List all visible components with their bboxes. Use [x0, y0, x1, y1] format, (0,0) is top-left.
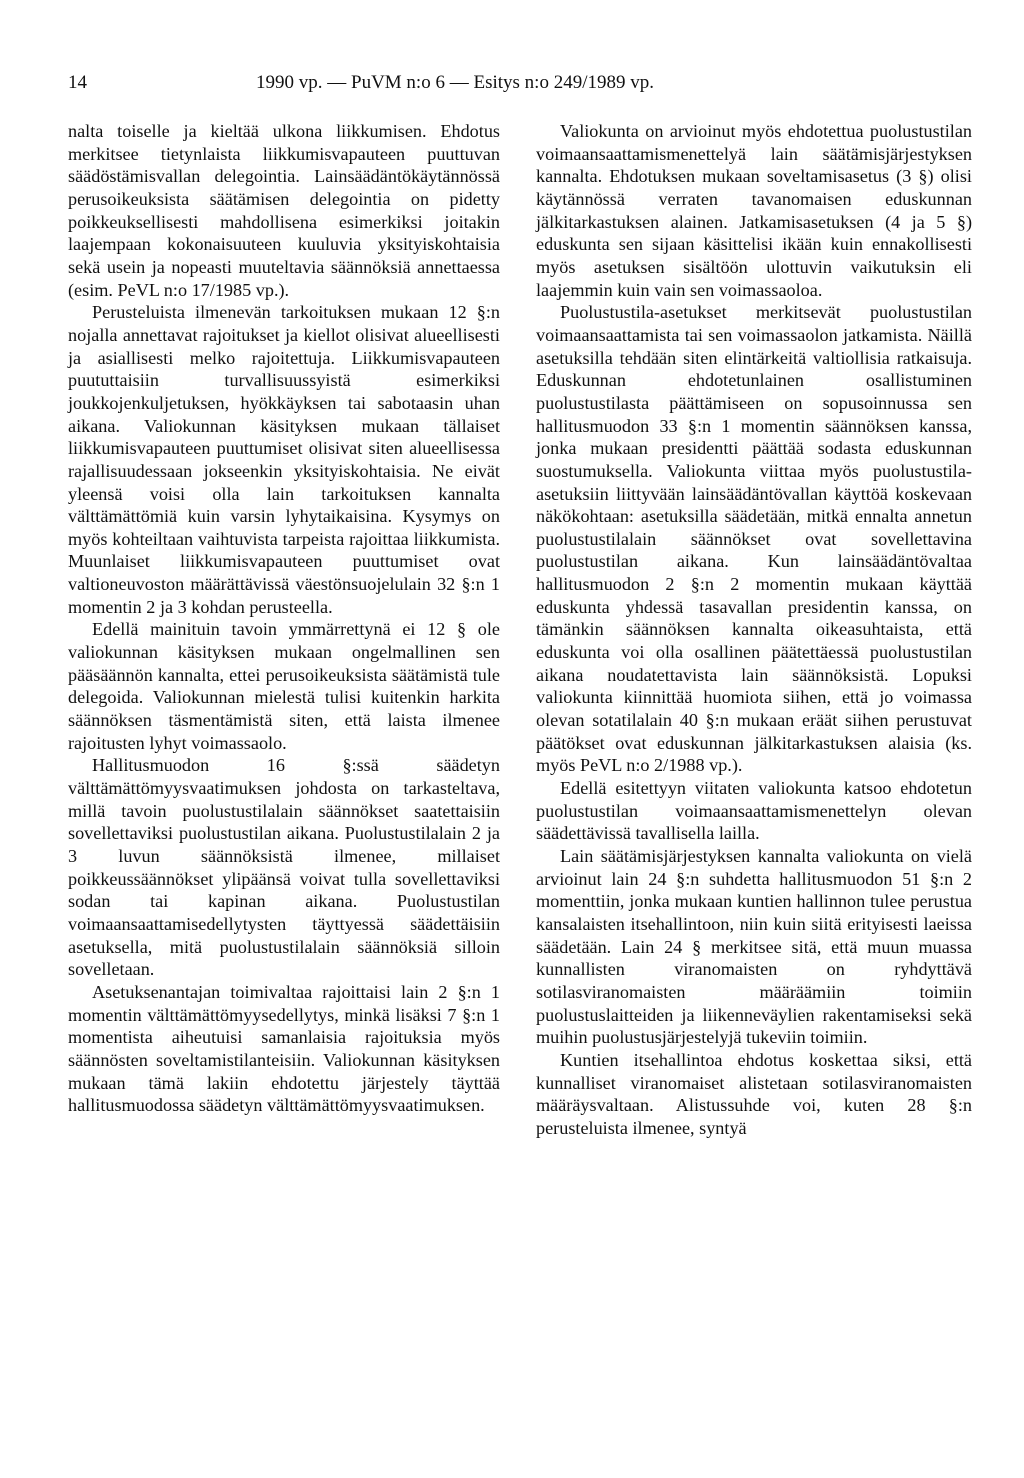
paragraph: Valiokunta on arvioinut myös ehdotettua puolustustilan voimaansaattamismenettelyä lain säätämisjärjestyksen kannalta. Ehdotuksen mukaan soveltamisasetus (3 §) olisi käytännössä verraten tavanomaisen eduskunnan jälkitarkastuksen alainen. Jatkamisasetuksen (4 ja 5 §) eduskunta sen sijaan käsittelisi ikään kuin ennakollisesti myös asetuksen sisältöön ulottuvin vaikutuksin eli laajemmin kuin vain sen voimassaoloa.: [536, 121, 972, 300]
paragraph: Hallitusmuodon 16 §:ssä säädetyn välttämättömyysvaatimuksen johdosta on tarkasteltava, millä tavoin puolustustilalain säännökset saatettaisiin sovellettaviksi puolustustilan aikana. Puolustustilalain 2 ja 3 luvun säännöksistä ilmenee, millaiset poikkeussäännökset ylipäänsä voivat tulla sovellettaviksi sodan tai kapinan aikana. Puolustustilan voimaansaattamisedellytysten täyttyessä säädettäisiin asetuksella, mitä puolustustilalain säännöksiä silloin sovelletaan.: [68, 755, 500, 980]
paragraph: Edellä esitettyyn viitaten valiokunta katsoo ehdotetun puolustustilan voimaansaattamismenettelyn olevan säädettävissä tavallisella lailla.: [536, 778, 972, 844]
right-column: [536, 120, 972, 1140]
paragraph: Puolustustila-asetukset merkitsevät puolustustilan voimaansaattamista tai sen voimassaolon jatkamista. Näillä asetuksilla tehdään siten elintärkeitä valtiollisia ratkaisuja. Eduskunnan ehdotetunlainen osallistuminen puolustustilasta päättämiseen on sopusoinnussa sen hallitusmuodon 33 §:n 1 momentin säännöksen kanssa, jonka mukaan presidentti päättää sodasta eduskunnan suostumuksella. Valiokunta viittaa myös puolustustila-asetuksiin liittyvään lainsäädäntövallan käyttöä koskevaan näkökohtaan: asetuksilla säädetään, mitkä ennalta annetun puolustustilalain säännökset ovat sovellettavina puolustustilan aikana. Kun lainsäädäntövaltaa hallitusmuodon 2 §:n 2 momentin mukaan käyttää eduskunta yhdessä tasavallan presidentin kanssa, on tämänkin säännöksen kannalta oikeasuhtaista, että eduskunta voi olla osallinen päätettäessä puolustustilan aikana noudatettavista lain säännöksistä. Lopuksi valiokunta kiinnittää huomiota siihen, että jo voimassa olevan sotatilalain 40 §:n mukaan eräät siihen perustuvat päätökset ovat eduskunnan jälkitarkastuksen alaisia (ks. myös PeVL n:o 2/1988 vp.).: [536, 302, 972, 776]
paragraph: Kuntien itsehallintoa ehdotus koskettaa siksi, että kunnalliset viranomaiset alistetaan sotilasviranomaisten määräysvaltaan. Alistussuhde voi, kuten 28 §:n perusteluista ilmenee, syntyä: [536, 1049, 972, 1138]
paragraph: nalta toiselle ja kieltää ulkona liikkumisen. Ehdotus merkitsee tietynlaista liikkumisvapauteen puuttuvan säädöstämisvallan delegointia. Lainsäädäntökäytännössä perusoikeuksista säätämisen delegointia on pidetty poikkeuksellisesti mahdollisena esimerkiksi joitakin laajempaan kokonaisuuteen kuuluvia yksityiskohtaisia sekä usein ja nopeasti muuteltavia säännöksiä annettaessa (esim. PeVL n:o 17/1985 vp.).: [68, 121, 500, 300]
paragraph: Asetuksenantajan toimivaltaa rajoittaisi lain 2 §:n 1 momentin välttämättömyysedellytys, minkä lisäksi 7 §:n 1 momentista aiheutuisi samanlaisia rajoituksia myös säännösten soveltamistilanteisiin. Valiokunnan käsityksen mukaan tämä lakiin ehdotettu järjestely täyttää hallitusmuodossa säädetyn välttämättömyysvaatimuksen.: [68, 981, 500, 1116]
page-number: 14: [68, 72, 87, 93]
running-head: 1990 vp. — PuVM n:o 6 — Esitys n:o 249/1989 vp.: [256, 72, 654, 93]
paragraph: Perusteluista ilmenevän tarkoituksen mukaan 12 §:n nojalla annettavat rajoitukset ja kiellot olisivat alueellisesti ja asiallisesti melko rajoitettuja. Liikkumisvapauteen puututtaisiin turvallisuussyistä esimerkiksi joukkojenkuljetuksen, hyökkäyksen tai sabotaasin uhan aikana. Valiokunnan käsityksen mukaan tällaiset liikkumisvapauteen puuttumiset olisivat siten alueellisessa rajallisuudessaan jokseenkin yksityiskohtaisia. Ne eivät yleensä voisi olla lain tarkoituksen kannalta välttämättömiä kuin varsin lyhytaikaisina. Kysymys on myös kohteiltaan vaihtuvista tarpeista rajoittaa liikkumista. Muunlaiset liikkumisvapauteen puuttumiset ovat valtioneuvoston määrättävissä väestönsuojelulain 32 §:n 1 momentin 2 ja 3 kohdan perusteella.: [68, 302, 500, 617]
paragraph: Lain säätämisjärjestyksen kannalta valiokunta on vielä arvioinut lain 24 §:n suhdetta hallitusmuodon 51 §:n 2 momenttiin, jonka mukaan kuntien hallinnon tulee perustua kansalaisten itsehallintoon, niin kuin siitä erityisesti laeissa säädetään. Lain 24 § merkitsee sitä, että muun muassa kunnallisten viranomaisten on ryhdyttävä sotilasviranomaisten määräämiin toimiin puolustuslaitteiden ja liikenneväylien rakentamiseksi sekä muihin puolustusjärjestelyjä tukeviin toimiin.: [536, 846, 972, 1048]
paragraph: Edellä mainituin tavoin ymmärrettynä ei 12 § ole valiokunnan käsityksen mukaan ongelmallinen sen pääsäännön kannalta, ettei perusoikeuksista säätämistä tule delegoida. Valiokunnan mielestä tulisi kuitenkin harkita säännöksen täsmentämistä siten, että laista ilmenee rajoitusten lyhyt voimassaolo.: [68, 619, 500, 753]
page-header: [68, 72, 984, 100]
left-column: [68, 120, 500, 1117]
